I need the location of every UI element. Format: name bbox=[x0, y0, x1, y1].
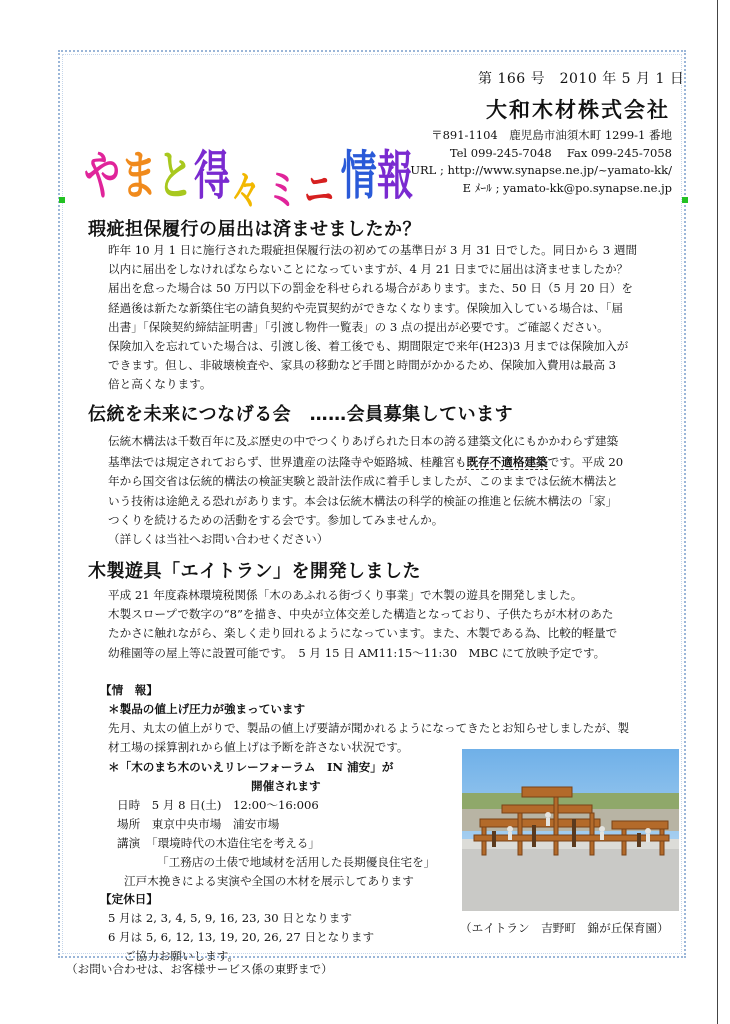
info-item-price-title: ＊製品の値上げ圧力が強まっています bbox=[108, 702, 306, 716]
website-url[interactable]: URL ; http://www.synapse.ne.jp/~yamato-kk/ bbox=[410, 163, 672, 177]
section-body-warranty bbox=[108, 241, 676, 395]
text-line: 先月、丸太の値上がりで、製品の値上げ要請が聞かれるようになってきたとお知らせしましたが、製 bbox=[108, 721, 630, 735]
section-title-eightrun: 木製遊具「エイトラン」を開発しました bbox=[88, 561, 421, 582]
page-edge-rule bbox=[717, 0, 718, 1024]
text-line: 材工場の採算割れから値上げは予断を許さない状況です。 bbox=[108, 740, 409, 754]
masthead-char: 々 bbox=[230, 164, 261, 216]
text-line bbox=[108, 453, 676, 472]
text-line: いう技術は途絶える恐れがあります。本会は伝統木構法の科学的検証の推進と伝統木構法の「家」 bbox=[108, 493, 618, 508]
text-segment: です。平成 20 bbox=[547, 455, 624, 470]
forum-lecture-1: 講演 「環境時代の木造住宅を考える」 bbox=[117, 836, 320, 850]
masthead-char: と bbox=[157, 144, 194, 207]
section-title-tradition: 伝統を未来につなげる会 ……会員募集しています bbox=[88, 404, 514, 425]
masthead-char: ニ bbox=[304, 164, 335, 216]
holiday-may: 5 月は 2, 3, 4, 5, 9, 16, 23, 30 日となります bbox=[108, 911, 352, 925]
masthead-char: 報 bbox=[377, 144, 414, 207]
text-line: （詳しくは当社へお問い合わせください） bbox=[108, 532, 329, 547]
forum-lecture-2: 「工務店の土俵で地域材を活用した長期優良住宅を」 bbox=[157, 855, 436, 869]
text-line: 木製スロープで数字の“8”を描き、中央が立体交差した構造となっており、子供たちが木材のあた bbox=[108, 607, 614, 622]
masthead-char: 得 bbox=[194, 144, 231, 207]
info-item-forum-title-2: 開催されます bbox=[251, 779, 321, 793]
holiday-thanks: ご協力お願いします。 bbox=[124, 949, 240, 963]
postal-address: 〒891-1104 鹿児島市油須木町 1299-1 番地 bbox=[431, 128, 672, 142]
masthead-char: 情 bbox=[340, 144, 377, 207]
contact-block bbox=[410, 127, 672, 197]
text-segment: 基準法では規定されておらず、世界遺産の法隆寺や姫路城、桂離宮も bbox=[108, 455, 467, 470]
email-address[interactable]: E ﾒｰﾙ ; yamato-kk@po.synapse.ne.jp bbox=[462, 180, 672, 195]
phone-fax: Tel 099-245-7048 Fax 099-245-7058 bbox=[449, 145, 672, 160]
section-body-tradition bbox=[108, 432, 676, 549]
holiday-heading: 【定休日】 bbox=[100, 892, 158, 906]
text-line: 昨年 10 月 1 日に施行された瑕疵担保履行法の初めての基準日が 3 月 31 日でした。同日から 3 週間 bbox=[108, 243, 638, 257]
issue-number-date: 第 166 号 2010 年 5 月 1 日 bbox=[478, 71, 685, 87]
playground-photo bbox=[462, 749, 679, 911]
marked-term: 既存不適格建築 bbox=[466, 455, 548, 470]
text-line: 経過後は新たな新築住宅の請負契約や売買契約ができなくなります。保険加入している場合は、「届 bbox=[108, 300, 623, 315]
text-line: 倍と高くなります。 bbox=[108, 377, 212, 392]
text-line: 平成 21 年度森林環境税関係「木のあふれる街づくり事業」で木製の遊具を開発しました。 bbox=[108, 588, 583, 602]
selection-handle-left[interactable] bbox=[59, 197, 65, 203]
info-item-forum-title: ＊「木のまち木のいえリレーフォーラム IN 浦安」が bbox=[108, 760, 394, 774]
masthead-char: ミ bbox=[267, 164, 298, 216]
forum-exhibit: 江戸木挽きによる実演や全国の木材を展示してあります bbox=[124, 874, 414, 888]
masthead-char: ま bbox=[120, 144, 157, 207]
masthead-char: や bbox=[84, 144, 121, 207]
text-line: 届出を怠った場合は 50 万円以下の罰金を科せられる場合があります。また、50 日（5 月 20 日）を bbox=[108, 281, 633, 296]
forum-date: 日時 5 月 8 日(土) 12:00～16:006 bbox=[117, 798, 319, 812]
info-heading: 【情 報】 bbox=[100, 683, 158, 697]
section-title-warranty: 瑕疵担保履行の届出は済ませましたか？ bbox=[88, 219, 421, 240]
text-line: たかさに触れながら、楽しく走り回れるようになっています。また、木製である為、比較的軽量で bbox=[108, 626, 618, 641]
text-line: できます。但し、非破壊検査や、家具の移動など手間と時間がかかるため、保険加入費用は最高 3 bbox=[108, 358, 616, 373]
contact-footer: （お問い合わせは、お客様サービス係の東野まで） bbox=[66, 962, 333, 976]
text-line: 幼稚園等の屋上等に設置可能です。 5 月 15 日 AM11:15～11:30 MBC にて放映予定です。 bbox=[108, 645, 606, 660]
selection-handle-right[interactable] bbox=[682, 197, 688, 203]
masthead-title bbox=[82, 60, 414, 216]
text-line: 出書」「保険契約締結証明書」「引渡し物件一覧表」の 3 点の提出が必要です。ご確認ください。 bbox=[108, 319, 609, 334]
text-line: 以内に届出をしなければならないことになっていますが、4 月 21 日までに届出は済ませましたか？ bbox=[108, 262, 629, 277]
photo-illustration bbox=[462, 749, 679, 911]
company-name: 大和木材株式会社 bbox=[486, 97, 670, 122]
holiday-june: 6 月は 5, 6, 12, 13, 19, 20, 26, 27 日となります bbox=[108, 930, 375, 944]
forum-place: 場所 東京中央市場 浦安市場 bbox=[117, 817, 280, 831]
text-line: 年から国交省は伝統的構法の検証実験と設計法作成に着手しましたが、このままでは伝統木構法と bbox=[108, 474, 619, 489]
text-line: 伝統木構法は千数百年に及ぶ歴史の中でつくりあげられた日本の誇る建築文化にもかかわらず建築 bbox=[108, 434, 619, 448]
photo-caption: （エイトラン 吉野町 錦が丘保育園） bbox=[460, 921, 669, 935]
newsletter-masthead bbox=[82, 60, 414, 216]
text-line: つくりを続けるための活動をする会です。参加してみませんか。 bbox=[108, 512, 444, 527]
text-line: 保険加入を忘れていた場合は、引渡し後、着工後でも、期間限定で来年(H23)3 月までは保険加入が bbox=[108, 339, 629, 354]
section-body-eightrun bbox=[108, 586, 676, 663]
